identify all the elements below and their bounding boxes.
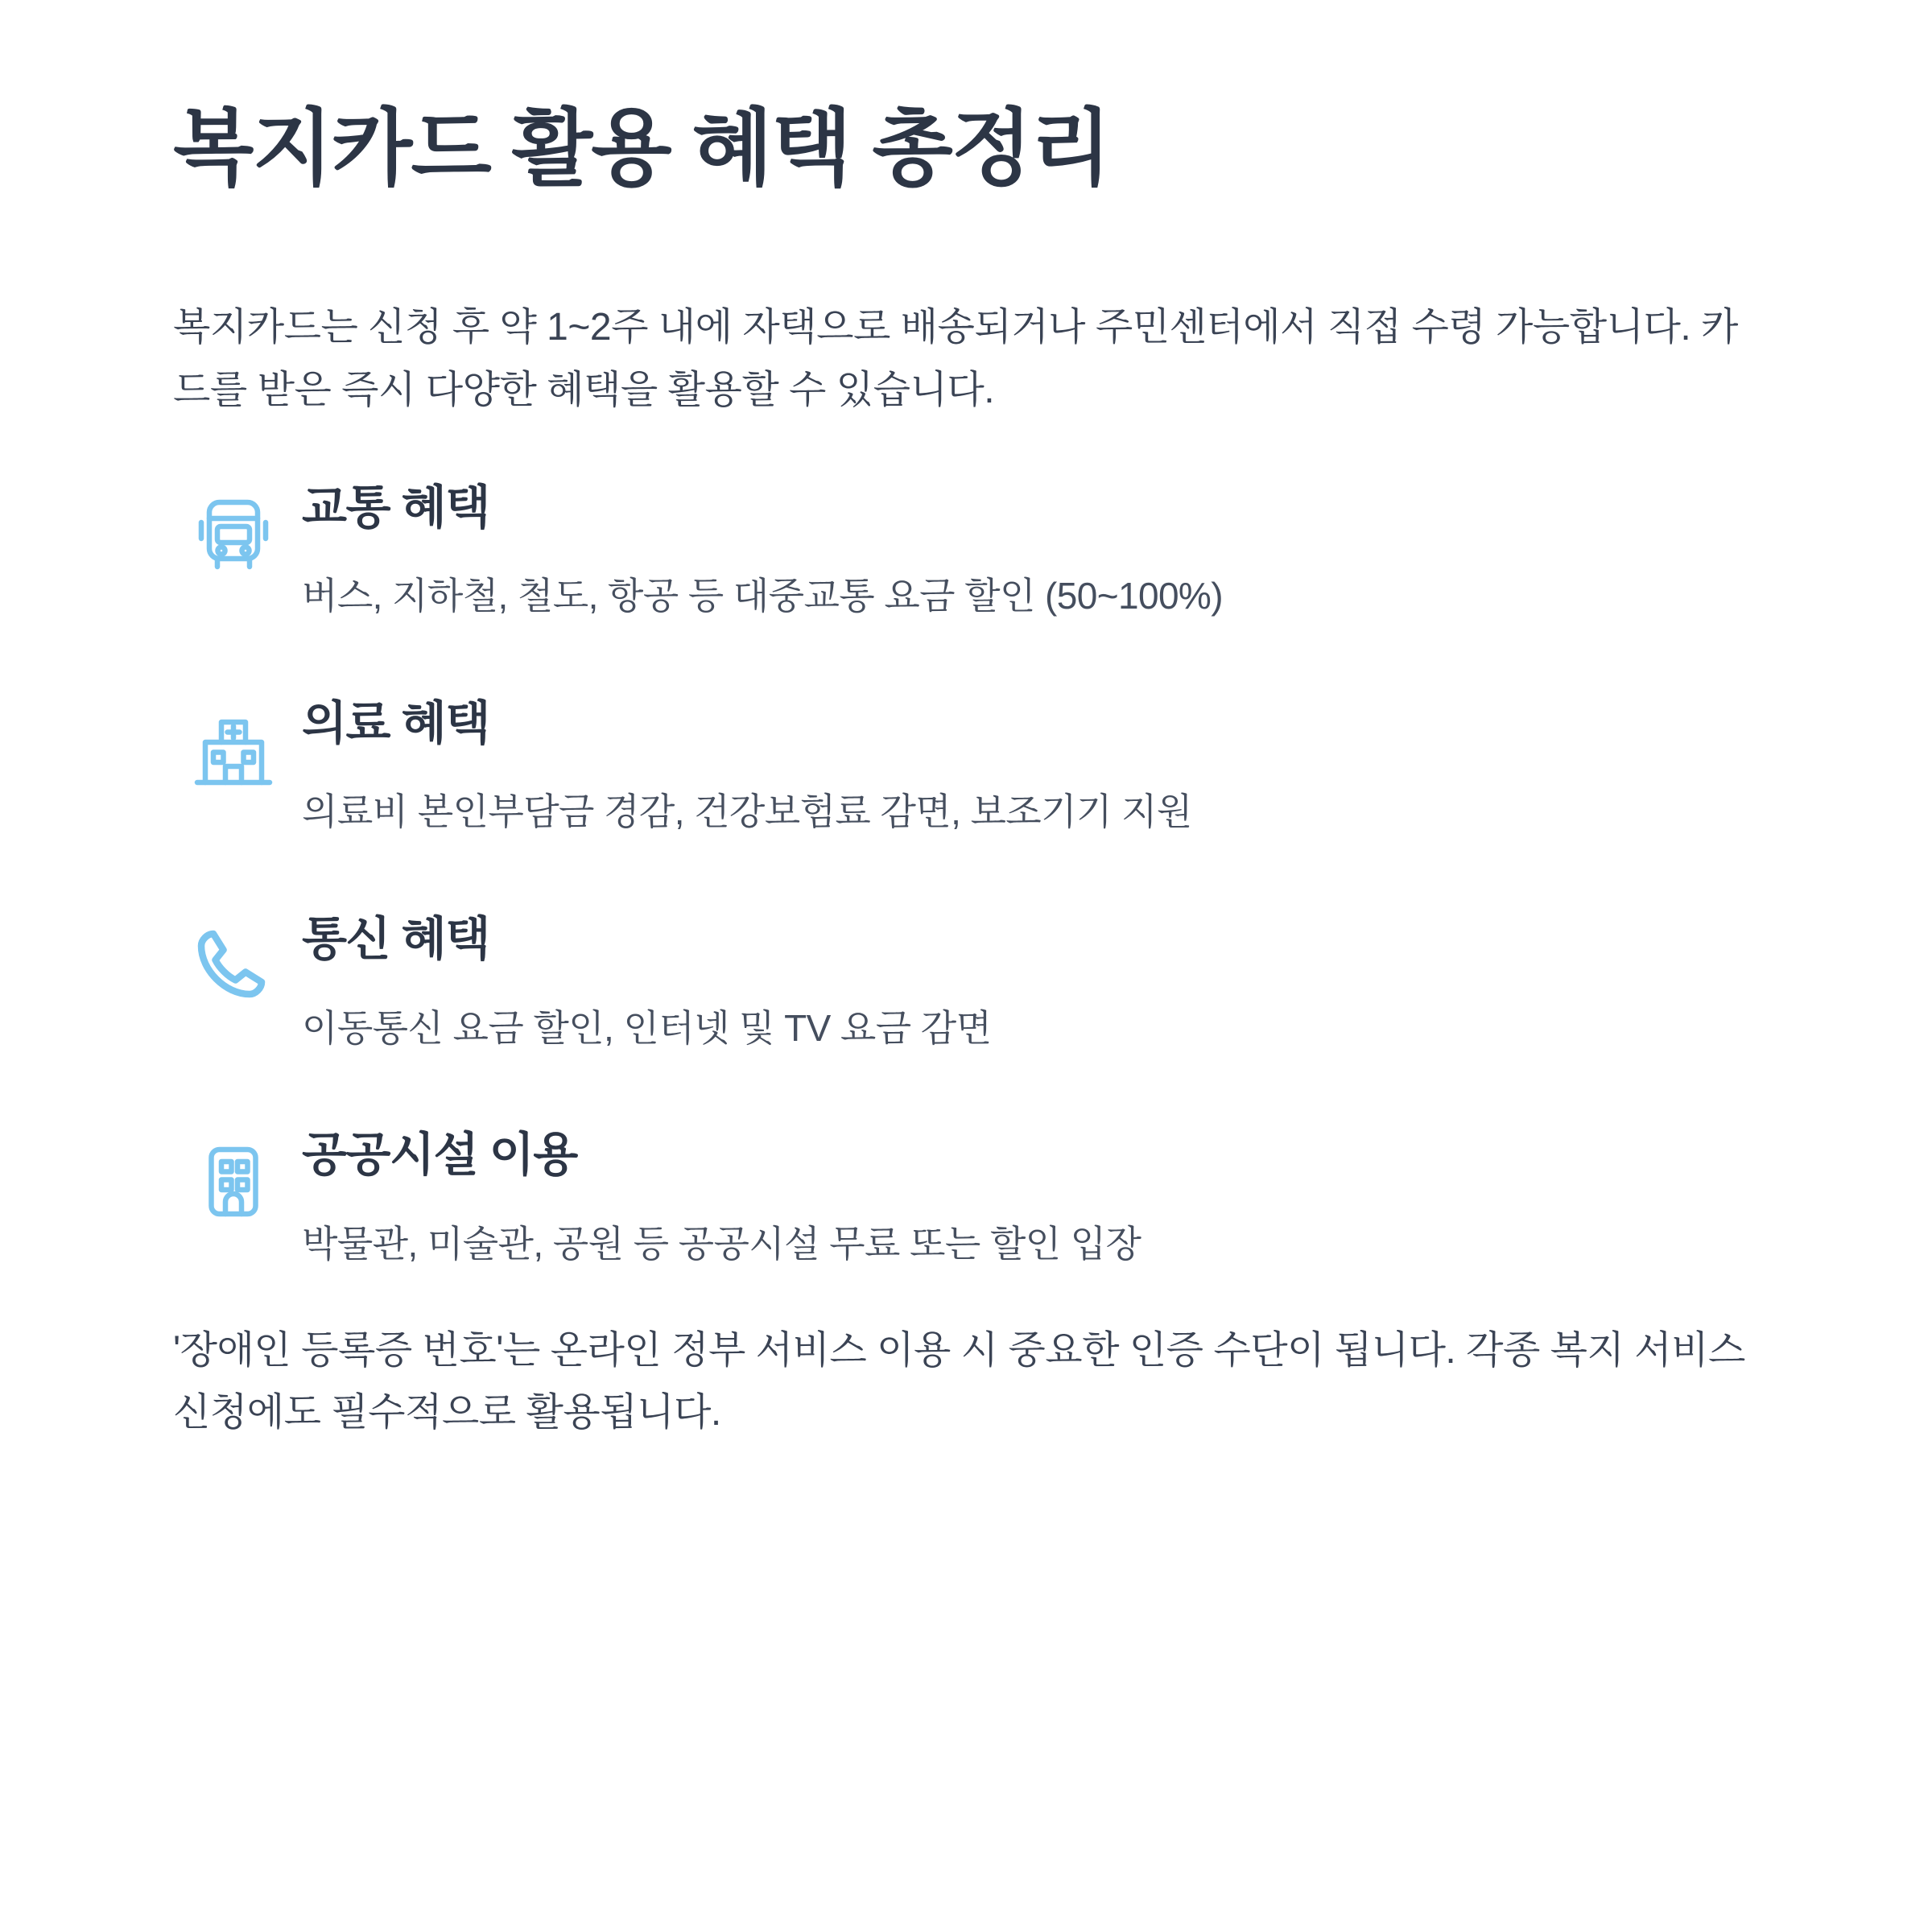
outro-paragraph: '장애인 등록증 번호'는 온라인 정부 서비스 이용 시 중요한 인증 수단이 됩니다. 각종 복지 서비스 신청에도 필수적으로 활용됩니다.	[173, 1328, 1745, 1435]
phone-icon	[173, 911, 294, 1014]
hospital-icon	[173, 696, 294, 799]
benefit-heading: 통신 혜택	[302, 913, 489, 966]
benefit-content	[294, 1127, 1771, 1270]
benefit-content	[294, 696, 1771, 839]
benefit-heading: 의료 혜택	[302, 696, 489, 749]
list-item	[173, 911, 1771, 1055]
benefit-description: 버스, 지하철, 철도, 항공 등 대중교통 요금 할인 (50~100%)	[302, 575, 1223, 617]
benefit-heading: 공공시설 이용	[302, 1129, 577, 1182]
bus-icon	[173, 480, 294, 583]
intro-paragraph: 복지카드는 신청 후 약 1~2주 내에 자택으로 배송되거나 주민센터에서 직접 수령 가능합니다. 카드를 받은 즉시 다양한 혜택을 활용할 수 있습니다.	[173, 306, 1738, 411]
benefit-description: 의료비 본인부담금 경감, 건강보험료 감면, 보조기기 지원	[302, 791, 1192, 833]
building-icon	[173, 1127, 294, 1230]
list-item	[173, 480, 1771, 623]
benefit-content	[294, 911, 1771, 1055]
benefit-content	[294, 480, 1771, 623]
list-item	[173, 1127, 1771, 1270]
page-title: 복지카드 활용 혜택 총정리	[173, 102, 1110, 196]
benefit-list	[173, 480, 1771, 1271]
list-item	[173, 696, 1771, 839]
benefit-description: 박물관, 미술관, 공원 등 공공시설 무료 또는 할인 입장	[302, 1222, 1141, 1265]
benefit-description: 이동통신 요금 할인, 인터넷 및 TV 요금 감면	[302, 1006, 992, 1049]
benefit-heading: 교통 혜택	[302, 481, 489, 534]
